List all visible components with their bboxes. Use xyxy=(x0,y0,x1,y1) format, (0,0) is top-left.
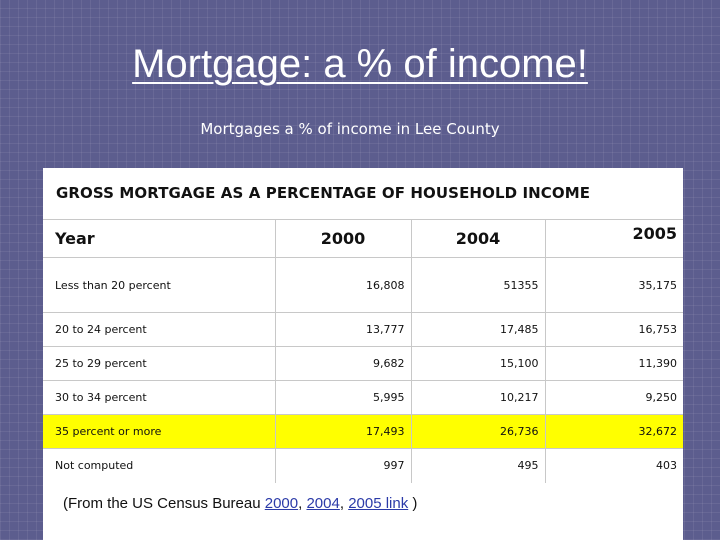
link-2004[interactable]: 2004 xyxy=(306,495,340,512)
column-header-2004: 2004 xyxy=(411,220,545,258)
table-row xyxy=(43,381,683,415)
cell-2005: 16,753 xyxy=(545,313,683,347)
table-row xyxy=(43,313,683,347)
row-label: 25 to 29 percent xyxy=(43,347,275,381)
cell-2004: 26,736 xyxy=(411,415,545,449)
cell-2000: 17,493 xyxy=(275,415,411,449)
row-label: Not computed xyxy=(43,449,275,483)
cell-2004: 10,217 xyxy=(411,381,545,415)
table-row xyxy=(43,258,683,313)
column-header-year: Year xyxy=(43,220,275,258)
row-label: 35 percent or more xyxy=(43,415,275,449)
cell-2004: 51355 xyxy=(411,258,545,313)
row-label: 20 to 24 percent xyxy=(43,313,275,347)
table-heading: GROSS MORTGAGE AS A PERCENTAGE OF HOUSEHOLD INCOME xyxy=(56,184,591,202)
column-header-2000: 2000 xyxy=(275,220,411,258)
table-header-row xyxy=(43,220,683,258)
source-note xyxy=(63,495,417,512)
cell-2000: 16,808 xyxy=(275,258,411,313)
row-label: 30 to 34 percent xyxy=(43,381,275,415)
cell-2005: 403 xyxy=(545,449,683,483)
cell-2004: 15,100 xyxy=(411,347,545,381)
slide-subtitle: Mortgages a % of income in Lee County xyxy=(200,120,500,138)
table-row xyxy=(43,449,683,483)
source-prefix: (From the US Census Bureau xyxy=(63,495,265,512)
table-row-highlighted xyxy=(43,415,683,449)
cell-2004: 495 xyxy=(411,449,545,483)
column-header-2005: 2005 xyxy=(545,220,683,258)
cell-2005: 11,390 xyxy=(545,347,683,381)
cell-2000: 9,682 xyxy=(275,347,411,381)
link-separator: , xyxy=(339,495,349,512)
slide-title: Mortgage: a % of income! xyxy=(132,42,588,86)
cell-2004: 17,485 xyxy=(411,313,545,347)
link-2000[interactable]: 2000 xyxy=(264,495,299,512)
cell-2000: 997 xyxy=(275,449,411,483)
cell-2005: 32,672 xyxy=(545,415,683,449)
mortgage-table xyxy=(43,219,683,483)
table-panel xyxy=(43,168,683,540)
cell-2000: 5,995 xyxy=(275,381,411,415)
row-label: Less than 20 percent xyxy=(43,258,275,313)
cell-2005: 35,175 xyxy=(545,258,683,313)
link-2005[interactable]: 2005 link xyxy=(348,495,409,512)
table-row xyxy=(43,347,683,381)
source-suffix: ) xyxy=(408,495,418,512)
cell-2005: 9,250 xyxy=(545,381,683,415)
cell-2000: 13,777 xyxy=(275,313,411,347)
link-separator: , xyxy=(298,495,307,512)
